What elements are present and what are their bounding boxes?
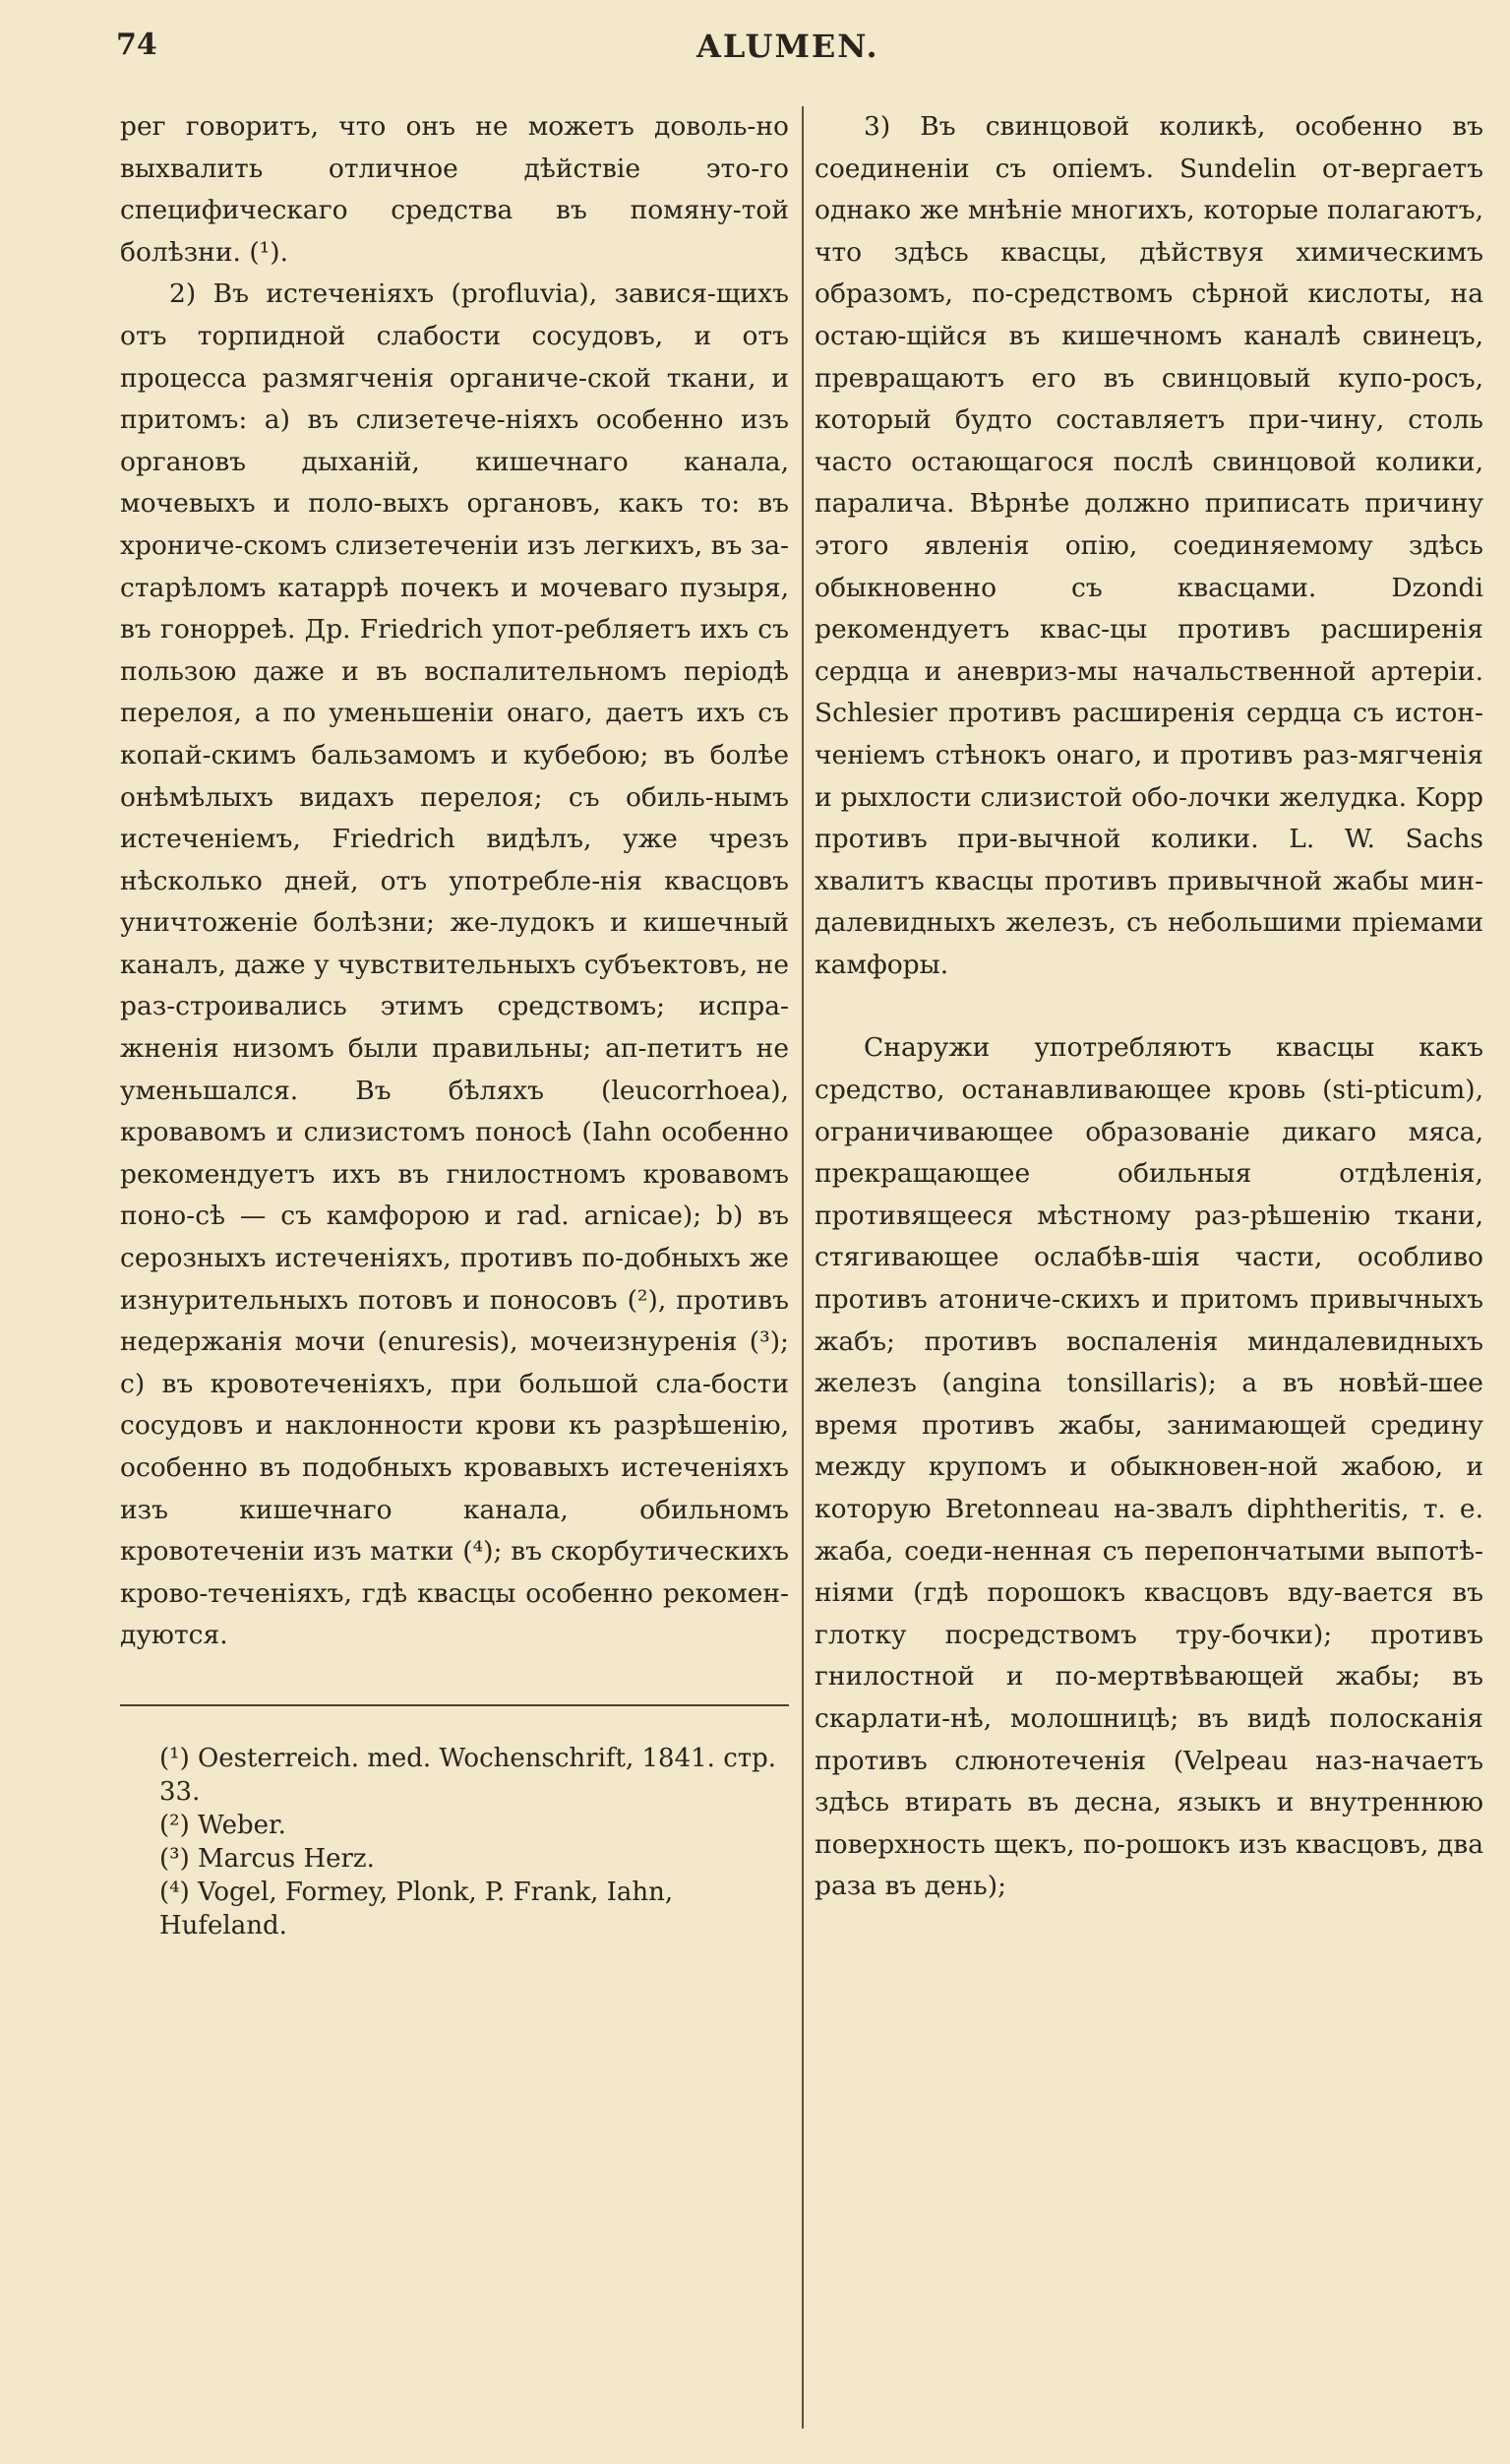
footnote-1: (¹) Oesterreich. med. Wochenschrift, 1841. стр. 33.: [159, 1743, 777, 1807]
page-header: [116, 28, 1480, 67]
footnote-2: (²) Weber.: [159, 1810, 286, 1840]
footnotes: [120, 1742, 789, 1942]
left-paragraph-1: рег говоритъ, что онъ не можетъ доволь-но выхвалить отличное дѣйствіе это-го специфическаго средства въ помяну-той болѣзни. (¹).: [120, 111, 789, 268]
left-paragraph-2: 2) Въ истеченіяхъ (profluvia), завися-щихъ отъ торпидной слабости сосудовъ, и отъ процесса размягченія органиче-ской ткани, и притомъ: a) въ слизетече-ніяхъ особенно изъ органовъ дыханій, кишечнаго канала, мочевыхъ и поло-выхъ органовъ, какъ то: въ хрониче-скомъ слизетеченіи изъ легкихъ, въ за-старѣломъ катаррѣ почекъ и мочеваго пузыря, въ гонорреѣ. Др. Friedrich упот-ребляетъ ихъ съ пользою даже и въ воспалительномъ періодѣ перелоя, а по уменьшеніи онаго, даетъ ихъ съ копай-скимъ бальзамомъ и кубебою; въ болѣе онѣмѣлыхъ видахъ перелоя; съ обиль-нымъ истеченіемъ, Friedrich видѣлъ, уже чрезъ нѣсколько дней, отъ употребле-нія квасцовъ уничтоженіе болѣзни; же-лудокъ и кишечный каналъ, даже у чувствительныхъ субъектовъ, не раз-строивались этимъ средствомъ; испра-жненія низомъ были правильны; ап-петитъ не уменьшался. Въ бѣляхъ (leucorrhoea), кровавомъ и слизистомъ поносѣ (Iahn особенно рекомендуетъ ихъ въ гнилостномъ кровавомъ поно-сѣ — съ камфорою и rad. arnicae); b) въ серозныхъ истеченіяхъ, противъ по-добныхъ же изнурительныхъ потовъ и поносовъ (²), противъ недержанія мочи (enuresis), мочеизнуренія (³); c) въ кровотеченіяхъ, при большой сла-бости сосудовъ и наклонности крови къ разрѣшенію, особенно въ подобныхъ кровавыхъ истеченіяхъ изъ кишечнаго канала, обильномъ кровотеченіи изъ матки (⁴); въ скорбутическихъ крово-теченіяхъ, гдѣ квасцы особенно рекомен-дуются.: [120, 278, 789, 1651]
page-number: 74: [116, 28, 157, 62]
paragraph-gap: [815, 986, 1483, 1027]
running-title: ALUMEN.: [696, 28, 879, 65]
footnote-4: (⁴) Vogel, Formey, Plonk, P. Frank, Iahn, Hufeland.: [159, 1877, 674, 1940]
right-column: [815, 106, 1483, 1908]
left-column: [120, 106, 789, 1942]
column-divider: [802, 106, 804, 2429]
right-paragraph-2: Снаружи употребляютъ квасцы какъ средство, останавливающее кровь (sti-pticum), ограничивающее образованіе дикаго мяса, прекращающее обильныя отдѣленія, противящееся мѣстному раз-рѣшенію ткани, стягивающее ослабѣв-шія части, особливо противъ атониче-скихъ и притомъ привычныхъ жабъ; противъ воспаленія миндалевидныхъ железъ (angina tonsillaris); а въ новѣй-шее время противъ жабы, занимающей средину между крупомъ и обыкновен-ной жабою, и которую Bretonneau на-звалъ diphtheritis, т. е. жаба, соеди-ненная съ перепончатыми выпотѣ-ніями (гдѣ порошокъ квасцовъ вду-вается въ глотку посредствомъ тру-бочки); противъ гнилостной и по-мертвѣвающей жабы; въ скарлати-нѣ, молошницѣ; въ видѣ полосканія противъ слюнотеченія (Velpeau наз-начаетъ здѣсь втирать въ десна, языкъ и внутреннюю поверхность щекъ, по-рошокъ изъ квасцовъ, два раза въ день);: [815, 1032, 1483, 1902]
footnote-3: (³) Marcus Herz.: [159, 1843, 375, 1874]
footnote-divider: [120, 1704, 789, 1706]
right-paragraph-1: 3) Въ свинцовой коликѣ, особенно въ соединеніи съ опіемъ. Sundelin от-вергаетъ однако же мнѣніе многихъ, которые полагаютъ, что здѣсь квасцы, дѣйствуя химическимъ образомъ, по-средствомъ сѣрной кислоты, на остаю-щійся въ кишечномъ каналѣ свинецъ, превращаютъ его въ свинцовый купо-росъ, который будто составляетъ при-чину, столь часто остающагося послѣ свинцовой колики, паралича. Вѣрнѣе должно приписать причину этого явленія опію, соединяемому здѣсь обыкновенно съ квасцами. Dzondi рекомендуетъ квас-цы противъ расширенія сердца и аневриз-мы начальственной артеріи. Schlesier противъ расширенія сердца съ истон-ченіемъ стѣнокъ онаго, и противъ раз-мягченія и рыхлости слизистой обо-лочки желудка. Kopp противъ при-вычной колики. L. W. Sachs хвалитъ квасцы противъ привычной жабы мин-далевидныхъ железъ, съ небольшими пріемами камфоры.: [815, 111, 1483, 980]
